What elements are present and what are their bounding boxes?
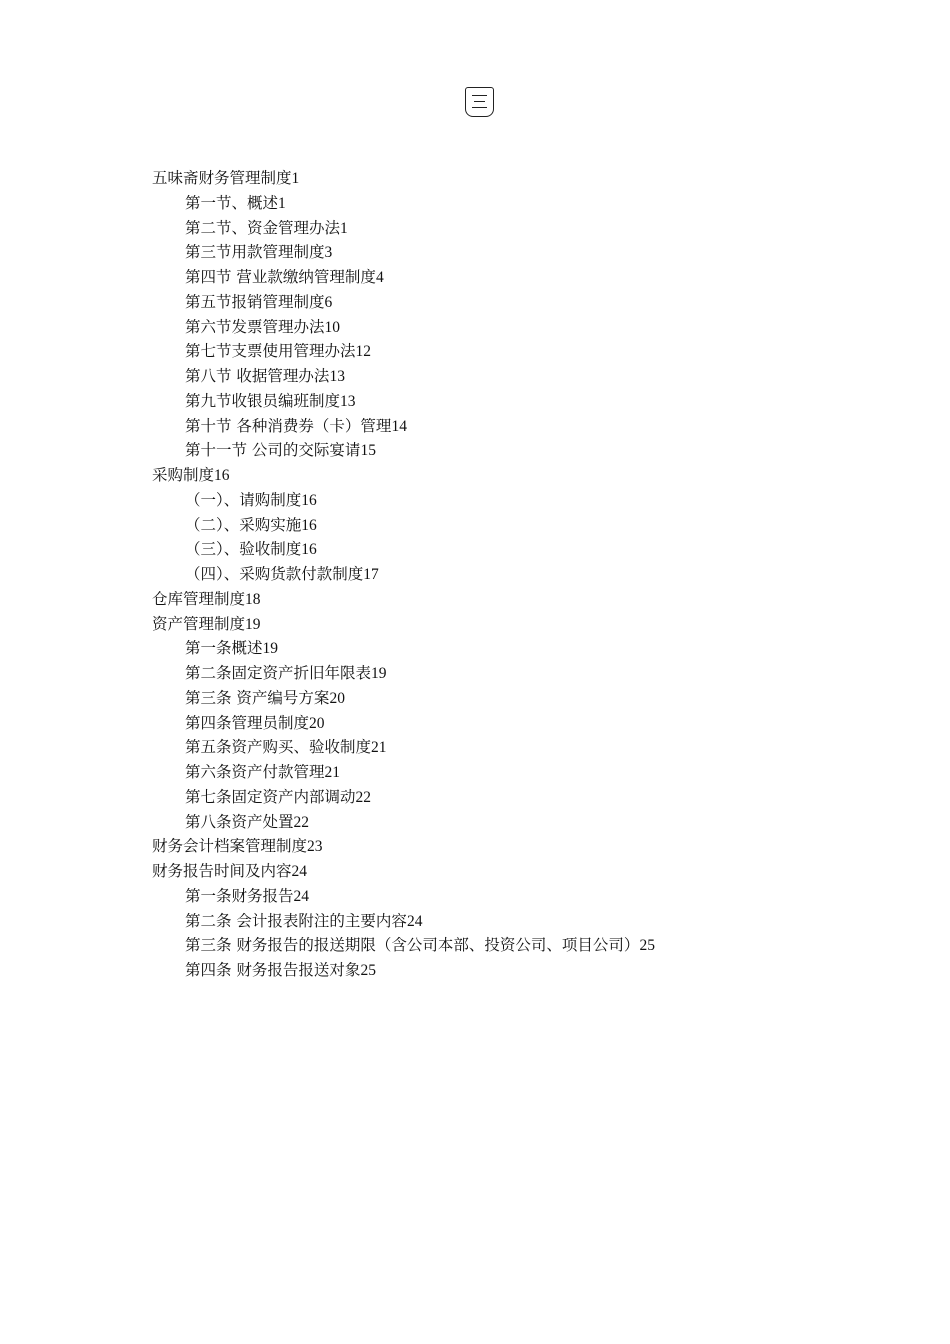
toc-section-entry[interactable]	[152, 562, 892, 587]
toc-section-entry[interactable]	[152, 438, 892, 463]
toc-section-entry[interactable]	[152, 735, 892, 760]
toc-entry-label: 财务报告时间及内容	[152, 862, 292, 880]
toc-entry-label: 第七节支票使用管理办法	[185, 342, 356, 361]
toc-section-entry[interactable]	[152, 958, 892, 983]
toc-section-entry[interactable]	[152, 290, 892, 315]
toc-section-entry[interactable]	[152, 537, 892, 562]
icon-line	[472, 95, 487, 96]
toc-entry-label: 第二条 会计报表附注的主要内容	[185, 911, 407, 930]
toc-page-number: 13	[329, 368, 345, 385]
toc-section-entry[interactable]	[152, 933, 892, 958]
toc-page-number: 25	[360, 962, 376, 979]
document-toc-icon	[465, 87, 494, 117]
toc-page-number: 12	[355, 343, 372, 361]
toc-entry-label: 第三条 财务报告的报送期限（含公司本部、投资公司、项目公司）	[185, 936, 640, 955]
toc-page-number: 24	[291, 863, 308, 880]
toc-page-number: 17	[363, 566, 379, 583]
toc-entry-label: 五味斋财务管理制度	[152, 169, 292, 187]
toc-section-entry[interactable]	[152, 760, 892, 785]
toc-section-entry[interactable]	[152, 711, 892, 736]
toc-section-entry[interactable]	[152, 686, 892, 711]
toc-entry-label: 第三节用款管理制度	[185, 243, 325, 262]
toc-entry-label: 采购制度	[152, 466, 215, 484]
toc-section-entry[interactable]	[152, 785, 892, 810]
toc-page-number: 14	[391, 417, 407, 435]
toc-page-number: 25	[639, 937, 655, 955]
toc-chapter-entry[interactable]	[152, 859, 892, 884]
toc-page-number: 21	[324, 764, 341, 781]
toc-page-number: 24	[406, 912, 423, 930]
toc-entry-label: 第六节发票管理办法	[185, 317, 325, 336]
toc-chapter-entry[interactable]	[152, 463, 892, 488]
toc-section-entry[interactable]	[152, 414, 892, 439]
toc-page-number: 19	[262, 640, 279, 658]
toc-entry-label: 第二节、资金管理办法	[185, 218, 341, 237]
toc-entry-label: （一）、请购制度	[185, 490, 302, 509]
toc-page-number: 16	[301, 516, 317, 534]
toc-page-number: 18	[245, 590, 261, 608]
toc-page-number: 1	[291, 170, 300, 187]
toc-section-entry[interactable]	[152, 909, 892, 934]
toc-entry-label: （四）、采购货款付款制度	[185, 565, 364, 583]
toc-section-entry[interactable]	[152, 884, 892, 909]
toc-section-entry[interactable]	[152, 339, 892, 364]
toc-page-number: 16	[214, 467, 230, 484]
toc-page-number: 3	[324, 244, 333, 262]
table-of-contents	[152, 166, 892, 983]
toc-entry-label: 第五节报销管理制度	[185, 292, 325, 311]
toc-entry-label: 仓库管理制度	[152, 589, 246, 608]
toc-entry-label: 第一条概述	[185, 639, 263, 658]
toc-section-entry[interactable]	[152, 810, 892, 835]
toc-section-entry[interactable]	[152, 389, 892, 414]
toc-page-number: 4	[375, 269, 384, 286]
toc-page-number: 22	[355, 788, 372, 806]
toc-chapter-entry[interactable]	[152, 612, 892, 637]
toc-page-number: 10	[324, 318, 341, 336]
toc-page-number: 1	[340, 219, 348, 237]
toc-page-number: 19	[245, 615, 261, 633]
toc-entry-label: 第三条 资产编号方案	[185, 688, 330, 707]
toc-chapter-entry[interactable]	[152, 834, 892, 859]
toc-page-number: 19	[371, 665, 387, 682]
toc-entry-label: 第十节 各种消费券（卡）管理	[185, 416, 392, 435]
toc-entry-label: 第八节 收据管理办法	[185, 367, 330, 385]
toc-section-entry[interactable]	[152, 265, 892, 290]
toc-page-number: 16	[301, 491, 317, 509]
toc-section-entry[interactable]	[152, 216, 892, 241]
toc-entry-label: 第一条财务报告	[185, 886, 294, 905]
toc-section-entry[interactable]	[152, 191, 892, 216]
toc-page-number: 15	[360, 442, 376, 460]
toc-entry-label: 资产管理制度	[152, 614, 246, 633]
toc-page-number: 16	[301, 541, 317, 559]
toc-page-number: 20	[329, 689, 345, 707]
toc-section-entry[interactable]	[152, 364, 892, 389]
toc-page-number: 20	[309, 714, 325, 732]
toc-page-number: 23	[307, 838, 323, 856]
toc-page-number: 21	[371, 739, 387, 757]
toc-entry-label: 第四节 营业款缴纳管理制度	[185, 268, 376, 286]
toc-entry-label: 第一节、概述	[185, 193, 279, 212]
toc-entry-label: 第六条资产付款管理	[185, 763, 325, 781]
toc-chapter-entry[interactable]	[152, 587, 892, 612]
toc-page-number: 1	[278, 194, 286, 212]
toc-entry-label: 第七条固定资产内部调动	[185, 787, 356, 806]
toc-chapter-entry[interactable]	[152, 166, 892, 191]
toc-section-entry[interactable]	[152, 513, 892, 538]
toc-entry-label: 第八条资产处置	[185, 812, 294, 831]
toc-entry-label: 第五条资产购买、验收制度	[185, 738, 372, 757]
toc-page-number: 13	[340, 392, 356, 410]
toc-page-number: 22	[293, 813, 310, 831]
toc-section-entry[interactable]	[152, 661, 892, 686]
toc-entry-label: 第二条固定资产折旧年限表	[185, 664, 372, 682]
toc-entry-label: 第九节收银员编班制度	[185, 391, 341, 410]
toc-entry-label: （二）、采购实施	[185, 515, 302, 534]
icon-line	[472, 107, 487, 108]
toc-page-number: 6	[324, 293, 333, 311]
toc-entry-label: 第四条 财务报告报送对象	[185, 961, 361, 979]
toc-section-entry[interactable]	[152, 636, 892, 661]
toc-section-entry[interactable]	[152, 240, 892, 265]
toc-entry-label: 财务会计档案管理制度	[152, 837, 308, 856]
toc-entry-label: （三）、验收制度	[185, 540, 302, 559]
toc-section-entry[interactable]	[152, 488, 892, 513]
toc-entry-label: 第十一节 公司的交际宴请	[185, 441, 361, 460]
toc-page-number: 24	[293, 887, 310, 905]
toc-section-entry[interactable]	[152, 315, 892, 340]
icon-line	[474, 101, 485, 102]
toc-entry-label: 第四条管理员制度	[185, 713, 310, 732]
